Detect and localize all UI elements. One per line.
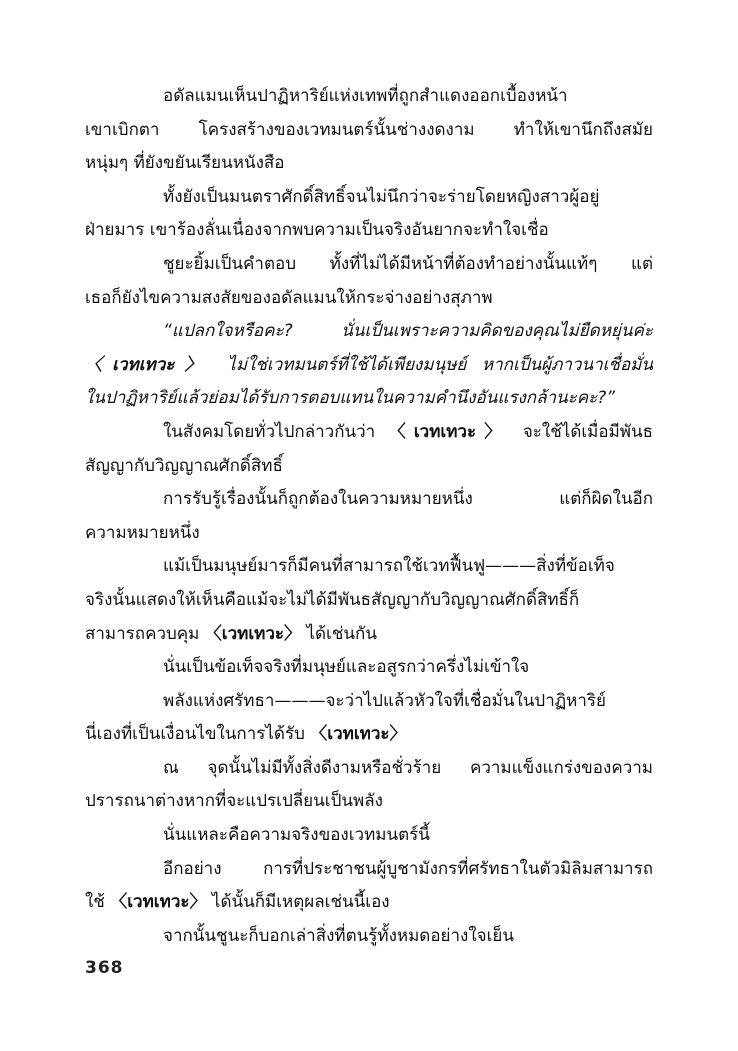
body-text: [85, 80, 653, 953]
text-line: [85, 718, 653, 752]
spell-name-keyword: 〈เวทเทวะ〉: [388, 421, 510, 442]
text-line: จริงนั้นแสดงให้เห็นคือแม้จะไม่ได้มีพันธสัญญากับวิญญาณศักดิ์สิทธิ์ก็: [85, 589, 580, 610]
text-line: [85, 886, 653, 920]
text-line: ฝ่ายมาร เขาร้องลั่นเนื่องจากพบความเป็นจริงอันยากจะทำใจเชื่อ: [85, 220, 549, 241]
text-line: ความหมายหนึ่ง: [85, 522, 200, 543]
text-segment: ได้เช่นกัน: [301, 623, 377, 644]
text-line: เธอก็ยังไขความสงสัยของอดัลแมนให้กระจ่างอย่างสุภาพ: [85, 287, 493, 308]
text-line: สัญญากับวิญญาณศักดิ์สิทธิ์: [85, 455, 283, 476]
text-segment: ได้นั้นก็มีเหตุผลเช่นนี้เอง: [206, 892, 390, 913]
text-line: ปรารถนาต่างหากที่จะแปรเปลี่ยนเป็นพลัง: [85, 791, 383, 812]
spell-name-keyword: 〈เวทเทวะ〉: [310, 724, 407, 745]
text-line: พลังแห่งศรัทธา———จะว่าไปแล้วหัวใจที่เชื่อมั่นในปาฏิหาริย์: [163, 690, 607, 711]
text-line: ทั้งยังเป็นมนตราศักดิ์สิทธิ์จนไม่นึกว่าจะร่ายโดยหญิงสาวผู้อยู่: [163, 186, 600, 207]
text-segment: สามารถควบคุม: [85, 623, 205, 644]
dialogue-line: “แปลกใจหรือคะ? นั่นเป็นเพราะความคิดของคุณไม่ยืดหยุ่นค่ะ: [163, 321, 653, 342]
spell-name-keyword: 〈เวทเทวะ〉: [204, 623, 302, 644]
text-segment: จะใช้ได้เมื่อมีพันธ: [509, 421, 653, 442]
text-line: เขาเบิกตา โครงสร้างของเวทมนตร์นั้นช่างงดงาม ทำให้เขานึกถึงสมัย: [85, 119, 653, 140]
text-line: นั่นเป็นข้อเท็จจริงที่มนุษย์และอสูรกว่าครึ่งไม่เข้าใจ: [163, 657, 530, 678]
text-line: ณ จุดนั้นไม่มีทั้งสิ่งดีงามหรือชั่วร้าย ความแข็งแกร่งของความ: [163, 757, 653, 778]
text-segment: นี่เองที่เป็นเงื่อนไขในการได้รับ: [85, 724, 311, 745]
page-number: 368: [85, 958, 124, 978]
text-line: อดัลแมนเห็นปาฏิหาริย์แห่งเทพที่ถูกสำแดงออกเบื้องหน้า: [163, 86, 568, 106]
text-line: [85, 416, 653, 450]
text-segment: ในสังคมโดยทั่วไปกล่าวกันว่า: [163, 421, 389, 442]
text-line: นั่นแหละคือความจริงของเวทมนตร์นี้: [163, 825, 430, 846]
dialogue-text: ไม่ใช่เวทมนตร์ที่ใช้ได้เพียงมนุษย์ หากเป็นผู้ภาวนาเชื่อมั่น: [211, 354, 653, 375]
dialogue-line: [85, 349, 653, 383]
text-line: อีกอย่าง การที่ประชาชนผู้บูชามังกรที่ศรัทธาในตัวมิลิมสามารถ: [163, 858, 653, 879]
text-segment: ใช้: [85, 892, 111, 913]
text-line: จากนั้นชูนะก็บอกเล่าสิ่งที่ตนรู้ทั้งหมดอย่างใจเย็น: [163, 925, 514, 946]
text-line: [85, 618, 653, 652]
spell-name-keyword: 〈เวทเทวะ〉: [85, 354, 212, 375]
dialogue-line: ในปาฏิหาริย์แล้วย่อมได้รับการตอบแทนในความคำนึงอันแรงกล้านะคะ?”: [85, 388, 616, 409]
spell-name-keyword: 〈เวทเทวะ〉: [110, 892, 207, 913]
text-line: ชูยะยิ้มเป็นคำตอบ ทั้งที่ไม่ได้มีหน้าที่ต้องทำอย่างนั้นแท้ๆ แต่: [163, 253, 653, 274]
text-line: หนุ่มๆ ที่ยังขยันเรียนหนังสือ: [85, 153, 285, 174]
text-line: การรับรู้เรื่องนั้นก็ถูกต้องในความหมายหนึ่ง แต่ก็ผิดในอีก: [163, 489, 653, 510]
text-line: แม้เป็นมนุษย์มารก็มีคนที่สามารถใช้เวทฟื้นฟู———สิ่งที่ข้อเท็จ: [163, 556, 615, 577]
